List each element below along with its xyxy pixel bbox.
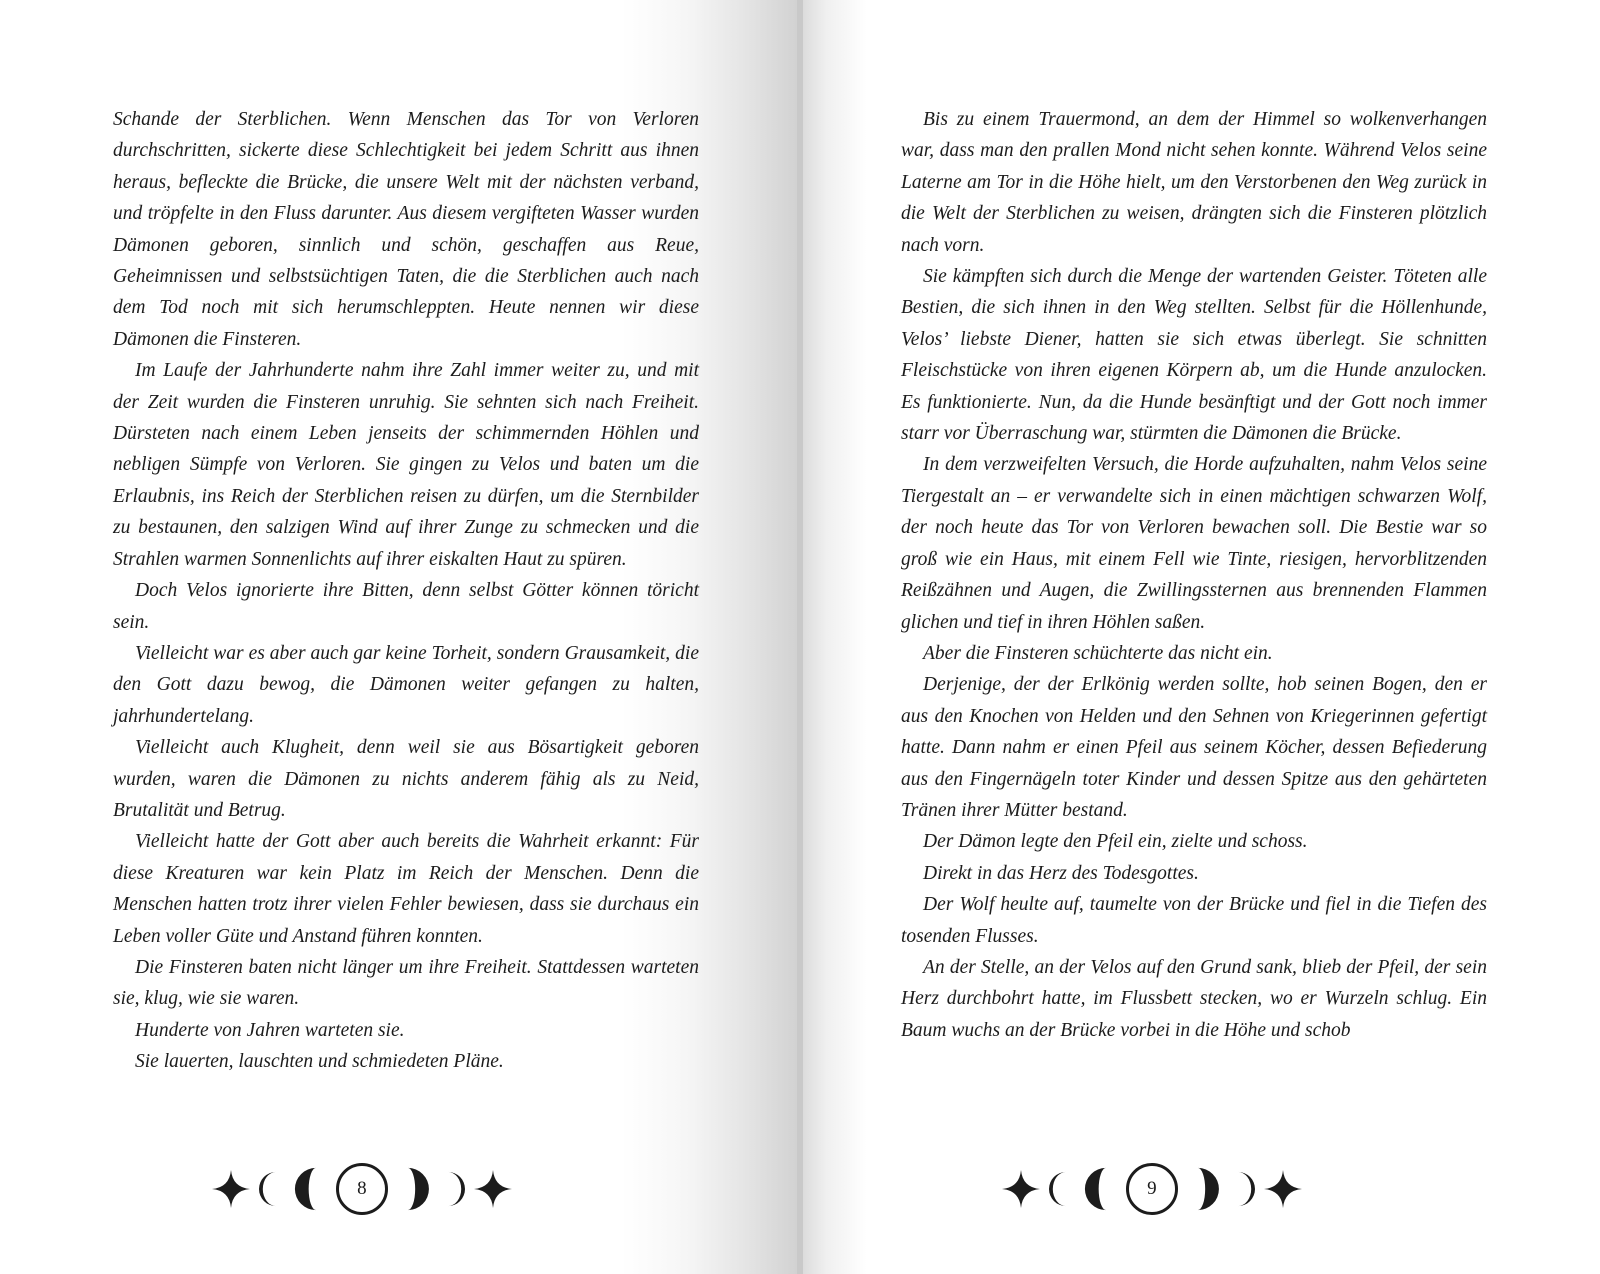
paragraph: Der Dämon legte den Pfeil ein, zielte und schoss. <box>923 831 1308 853</box>
paragraph: An der Stelle, an der Velos auf den Grund sank, blieb der Pfeil, der sein Herz durchbohrt hatte, im Flussbett stecken, wo er Wurzeln schlug. Ein Baum wuchs an der Brücke vorbei in die Höhe und schob <box>901 956 1487 1041</box>
four-point-star-icon <box>1263 1169 1303 1209</box>
paragraph: Der Wolf heulte auf, taumelte von der Brücke und fiel in die Tiefen des tosenden Flusses. <box>901 894 1487 947</box>
half-moon-icon <box>1084 1167 1108 1211</box>
crescent-moon-icon <box>446 1170 465 1208</box>
crescent-moon-icon <box>259 1170 278 1208</box>
half-moon-icon <box>1196 1167 1220 1211</box>
crescent-moon-icon <box>1049 1170 1068 1208</box>
paragraph: Sie kämpften sich durch die Menge der wartenden Geister. Töteten alle Bestien, die sich ihnen in den Weg stellten. Selbst für die Höllenhunde, Velos’ liebste Diener, hatten sie sich etwas überlegt. Sie schnitten Fleischstücke von ihren eigenen Körpern ab, um die Hunde anzulocken. Es funktionierte. Nun, da die Hunde besänftigt und der Gott noch immer starr vor Überraschung war, stürmten die Dämonen die Brücke. <box>901 266 1487 445</box>
paragraph: In dem verzweifelten Versuch, die Horde aufzuhalten, nahm Velos seine Tiergestalt an – er verwandelte sich in einen mächtigen schwarzen Wolf, der noch heute das Tor von Verloren bewachen soll. Die Bestie war so groß wie ein Haus, mit einem Fell wie Tinte, riesigen, hervorblitzenden Reißzähnen und Augen, die Zwillingssternen aus brennenden Flammen glichen und tief in ihren Höhlen saßen. <box>901 454 1487 633</box>
right-page-text <box>901 104 1487 1046</box>
page-number: 9 <box>1126 1163 1178 1215</box>
right-page <box>803 0 1600 1274</box>
four-point-star-icon <box>473 1169 513 1209</box>
half-moon-icon <box>294 1167 318 1211</box>
left-page-text <box>113 104 699 1078</box>
paragraph: Schande der Sterblichen. Wenn Menschen das Tor von Verloren durchschritten, sickerte diese Schlechtigkeit bei jedem Schritt aus ihnen heraus, befleckte die Brücke, die unsere Welt mit der nächsten verband, und tröpfelte in den Fluss darunter. Aus diesem vergifteten Wasser wurden Dämonen geboren, sinnlich und schön, geschaffen aus Reue, Geheimnissen und selbstsüchtigen Taten, die die Sterblichen auch nach dem Tod noch mit sich herumschleppten. Heute nennen wir diese Dämonen die Finsteren. <box>113 109 699 350</box>
left-page <box>0 0 797 1274</box>
page-number: 8 <box>336 1163 388 1215</box>
paragraph: Direkt in das Herz des Todesgottes. <box>923 862 1199 884</box>
paragraph: Vielleicht auch Klugheit, denn weil sie aus Bösartigkeit geboren wurden, waren die Dämonen zu nichts anderem fähig als zu Neid, Brutalität und Betrug. <box>113 737 699 821</box>
half-moon-icon <box>406 1167 430 1211</box>
paragraph: Vielleicht war es aber auch gar keine Torheit, sondern Grausamkeit, die den Gott dazu bewog, die Dämonen weiter gefangen zu halten, jahrhundertelang. <box>113 642 699 727</box>
paragraph: Derjenige, der der Erlkönig werden sollte, hob seinen Bogen, den er aus den Knochen von Helden und den Sehnen von Kriegerinnen gefertigt hatte. Dann nahm er einen Pfeil aus seinem Köcher, dessen Befiederung aus den Fingernägeln toter Kinder und dessen Spitze aus den gehärteten Tränen ihrer Mütter bestand. <box>901 674 1487 821</box>
paragraph: Die Finsteren baten nicht länger um ihre Freiheit. Stattdessen warteten sie, klug, wie sie waren. <box>113 956 699 1010</box>
four-point-star-icon <box>211 1169 251 1209</box>
paragraph: Aber die Finsteren schüchterte das nicht ein. <box>923 642 1273 664</box>
paragraph: Doch Velos ignorierte ihre Bitten, denn selbst Götter können töricht sein. <box>113 580 699 633</box>
paragraph: Im Laufe der Jahrhunderte nahm ihre Zahl immer weiter zu, und mit der Zeit wurden die Finsteren unruhig. Sie sehnten sich nach Freiheit. Dürsteten nach einem Leben jenseits der schimmernden Höhlen und nebligen Sümpfe von Verloren. Sie gingen zu Velos und baten um die Erlaubnis, ins Reich der Sterblichen reisen zu dürfen, um die Sternbilder zu bestaunen, den salzigen Wind auf ihrer Zunge zu schmecken und die Strahlen warmen Sonnenlichts auf ihrer eiskalten Haut zu spüren. <box>113 360 699 570</box>
paragraph: Vielleicht hatte der Gott aber auch bereits die Wahrheit erkannt: Für diese Kreaturen war kein Platz im Reich der Menschen. Denn die Menschen hatten trotz ihrer vielen Fehler bewiesen, dass sie durchaus ein Leben voller Güte und Anstand führen konnten. <box>113 831 699 947</box>
paragraph: Hunderte von Jahren warteten sie. <box>135 1019 405 1041</box>
four-point-star-icon <box>1001 1169 1041 1209</box>
paragraph: Sie lauerten, lauschten und schmiedeten Pläne. <box>135 1051 504 1073</box>
paragraph: Bis zu einem Trauermond, an dem der Himmel so wolkenverhangen war, dass man den prallen Mond nicht sehen konnte. Während Velos seine Laterne am Tor in die Höhe hielt, um den Verstorbenen den Weg zurück in die Welt der Sterblichen zu weisen, drängten sich die Finsteren plötzlich nach vorn. <box>901 109 1487 256</box>
page-footer-ornament <box>211 1154 513 1224</box>
page-footer-ornament <box>1001 1154 1303 1224</box>
crescent-moon-icon <box>1236 1170 1255 1208</box>
